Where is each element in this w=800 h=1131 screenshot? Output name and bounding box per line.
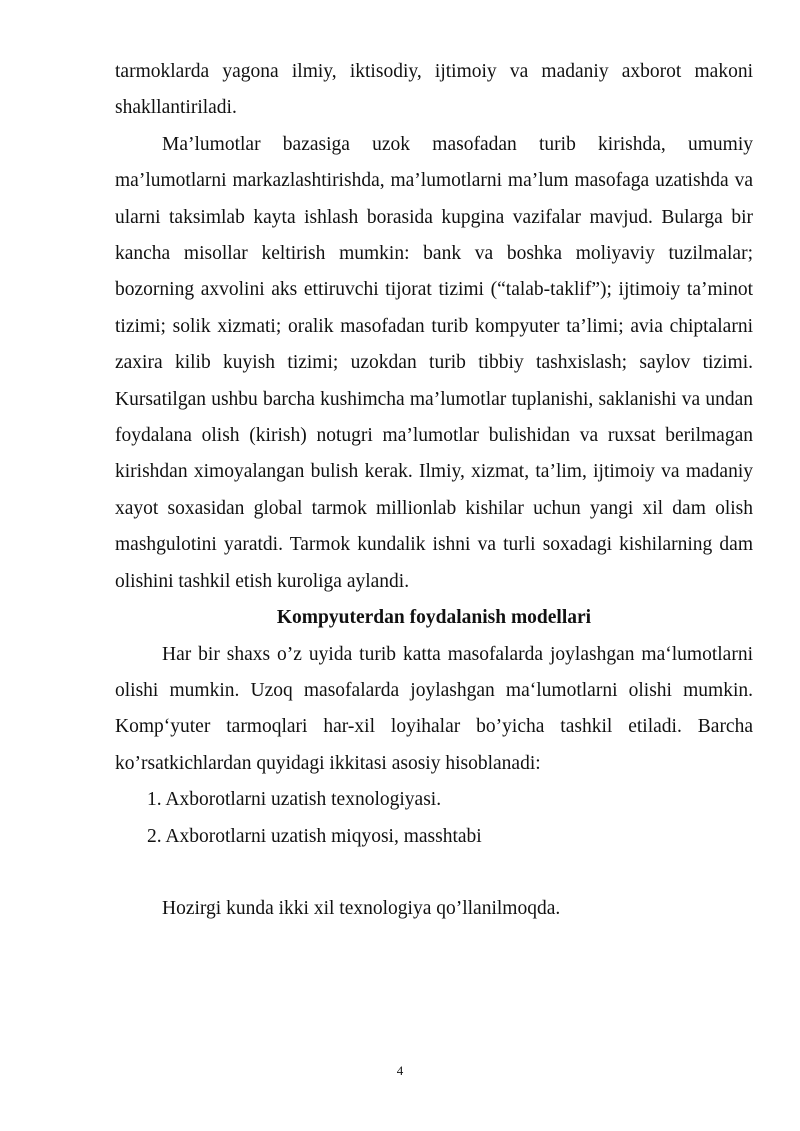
numbered-list [115,782,753,855]
list-item: 2. Axborotlarni uzatish miqyosi, masshtabi [147,825,482,847]
page-number: 4 [396,1063,404,1078]
paragraph-remote-access: Har bir shaxs o’z uyida turib katta masofalarda joylashgan ma‘lumotlarni olishi mumkin. Uzoq masofalarda joylashgan ma‘lumotlarni olishi mumkin. Komp‘yuter tarmoqlari har-xil loyihalar bo’yicha tashkil etiladi. Barcha ko’rsatkichlardan quyidagi ikkitasi asosiy hisoblanadi: [115,643,753,774]
paragraph-continuation: tarmoklarda yagona ilmiy, iktisodiy, ijtimoiy va madaniy axborot makoni shakllantiriladi. [115,61,753,119]
list-item: 1. Axborotlarni uzatish texnologiyasi. [147,789,442,811]
paragraph-database-tasks: Ma’lumotlar bazasiga uzok masofadan turib kirishda, umumiy ma’lumotlarni markazlashtirishda, ma’lumotlarni ma’lum masofaga uzatishda va ularni taksimlab kayta ishlash borasida kupgina vazifalar mavjud. Bularga bir kancha misollar keltirish mumkin: bank va boshka moliyaviy tuzilmalar; bozorning axvolini aks ettiruvchi tijorat tizimi (“talab-taklif”); ijtimoiy ta’minot tizimi; solik xizmati; oralik masofadan turib kompyuter ta’limi; avia chiptalarni zaxira kilib kuyish tizimi; uzokdan turib tibbiy tashxislash; saylov tizimi. Kursatilgan ushbu barcha kushimcha ma’lumotlar tuplanishi, saklanishi va undan foydalana olish (kirish) notugri ma’lumotlar bulishidan va ruxsat berilmagan kirishdan ximoyalangan bulish kerak. Ilmiy, xizmat, ta’lim, ijtimoiy va madaniy xayot soxasidan global tarmok millionlab kishilar uchun yangi xil dam olish mashgulotini yaratdi. Tarmok kundalik ishni va turli soxadagi kishilarning dam olishini tashkil etish kuroliga aylandi. [115,133,753,592]
blank-line [115,855,753,891]
document-page [115,54,753,927]
paragraph-technologies: Hozirgi kunda ikki xil texnologiya qo’llanilmoqda. [162,897,561,919]
section-heading: Kompyuterdan foydalanish modellari [276,607,592,629]
